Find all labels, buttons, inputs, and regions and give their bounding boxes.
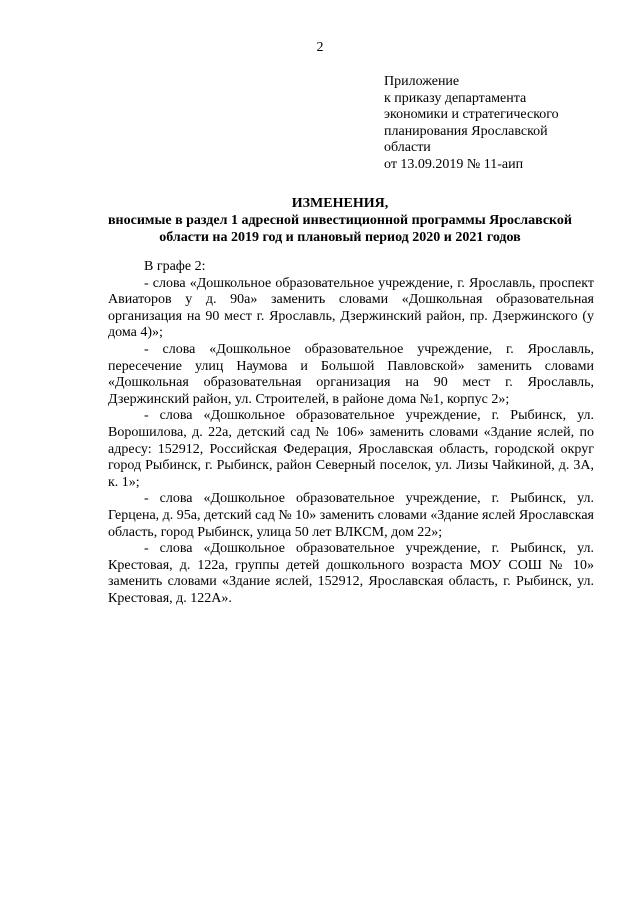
change-item: - слова «Дошкольное образовательное учреждение, г. Рыбинск, ул. Ворошилова, д. 22а, детский сад № 106» заменить словами «Здание яслей, по адресу: 152912, Российская Федерация, Ярославская область, городской округ город Рыбинск, г. Рыбинск, район Северный поселок, ул. Лизы Чайкиной, д. 3А, к. 1»; xyxy=(108,408,594,490)
document-body xyxy=(108,259,594,607)
title-heading: ИЗМЕНЕНИЯ, xyxy=(291,196,389,211)
title-line: вносимые в раздел 1 адресной инвестиционной программы Ярославской xyxy=(108,213,572,228)
page-number: 2 xyxy=(316,40,324,55)
appendix-line: экономики и стратегического xyxy=(384,107,559,122)
body-intro: В графе 2: xyxy=(144,259,206,274)
change-item: - слова «Дошкольное образовательное учреждение, г. Ярославль, проспект Авиаторов у д. 90а» заменить словами «Дошкольная образовательная организация на 90 мест г. Ярославль, Дзержинский район, пр. Дзержинского (у дома 4)»; xyxy=(108,275,594,341)
appendix-block xyxy=(384,74,624,173)
appendix-line: к приказу департамента xyxy=(384,90,527,106)
change-item: - слова «Дошкольное образовательное учреждение, г. Рыбинск, ул. Крестовая, д. 122а, группы детей дошкольного возраста МОУ СОШ № 10» заменить словами «Здание яслей, 152912, Ярославская область, г. Рыбинск, ул. Крестовая, д. 122А». xyxy=(108,541,594,606)
document-title xyxy=(90,195,590,246)
appendix-line: планирования Ярославской xyxy=(384,123,548,139)
title-line: области на 2019 год и плановый период 2020 и 2021 годов xyxy=(159,230,521,245)
change-item: - слова «Дошкольное образовательное учреждение, г. Ярославль, пересечение улиц Наумова и Большой Павловской» заменить словами «Дошкольная образовательная организация на 90 мест г. Ярославль, Дзержинский район, ул. Строителей, в районе дома №1, корпус 2»; xyxy=(108,341,594,407)
appendix-line: области xyxy=(384,140,431,155)
change-item: - слова «Дошкольное образовательное учреждение, г. Рыбинск, ул. Герцена, д. 95а, детский сад № 10» заменить словами «Здание яслей Ярославская область, город Рыбинск, улица 50 лет ВЛКСМ, дом 22»; xyxy=(108,491,594,540)
appendix-line: Приложение xyxy=(384,74,460,89)
appendix-line: от 13.09.2019 № 11-аип xyxy=(384,156,524,172)
